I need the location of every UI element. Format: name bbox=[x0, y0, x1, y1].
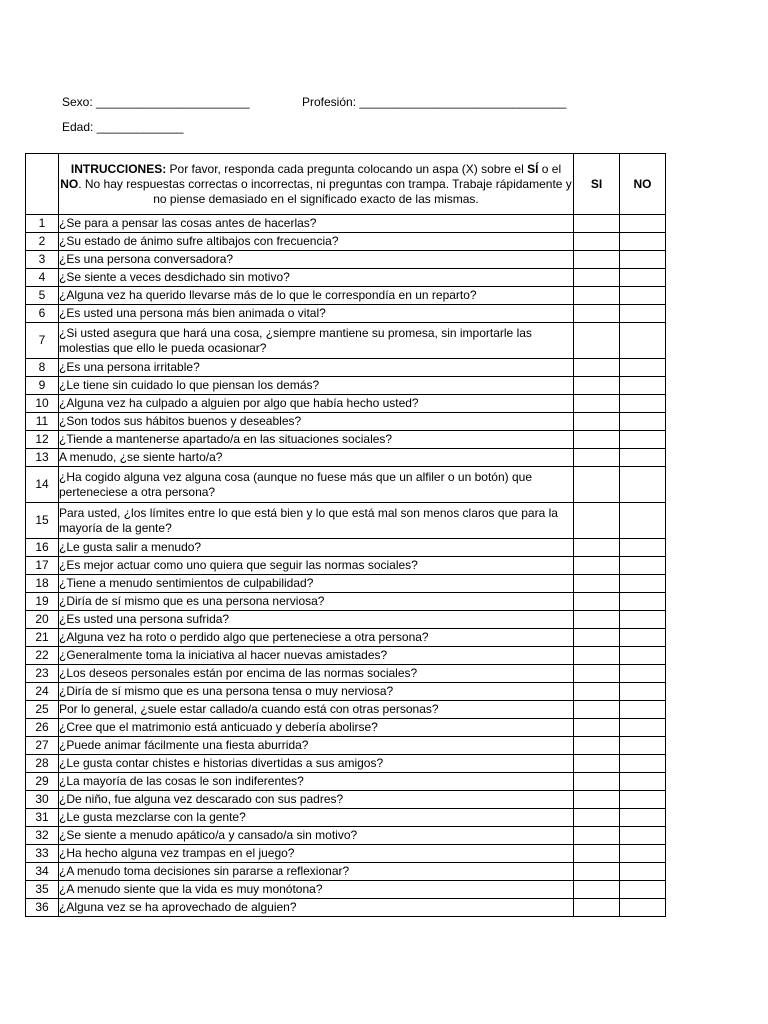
question-row bbox=[26, 719, 666, 737]
question-text: ¿Se siente a veces desdichado sin motivo? bbox=[59, 269, 574, 287]
answer-no-cell[interactable] bbox=[620, 863, 666, 881]
answer-no-cell[interactable] bbox=[620, 431, 666, 449]
answer-no-cell[interactable] bbox=[620, 215, 666, 233]
answer-no-cell[interactable] bbox=[620, 539, 666, 557]
question-number: 21 bbox=[26, 629, 59, 647]
answer-si-cell[interactable] bbox=[574, 467, 620, 503]
question-number: 26 bbox=[26, 719, 59, 737]
question-row bbox=[26, 845, 666, 863]
answer-si-cell[interactable] bbox=[574, 593, 620, 611]
question-number: 22 bbox=[26, 647, 59, 665]
instructions-si-word: SÍ bbox=[527, 161, 539, 176]
question-row bbox=[26, 251, 666, 269]
question-row bbox=[26, 575, 666, 593]
answer-no-cell[interactable] bbox=[620, 503, 666, 539]
question-text: ¿Ha cogido alguna vez alguna cosa (aunque no fuese más que un alfiler o un botón) que perteneciese a otra persona? bbox=[59, 467, 574, 503]
question-text: ¿La mayoría de las cosas le son indiferentes? bbox=[59, 773, 574, 791]
answer-si-cell[interactable] bbox=[574, 233, 620, 251]
question-number: 5 bbox=[26, 287, 59, 305]
question-text: Por lo general, ¿suele estar callado/a cuando está con otras personas? bbox=[59, 701, 574, 719]
question-number: 11 bbox=[26, 413, 59, 431]
question-row bbox=[26, 557, 666, 575]
question-text: ¿Es una persona conversadora? bbox=[59, 251, 574, 269]
question-text: ¿Es mejor actuar como uno quiera que seguir las normas sociales? bbox=[59, 557, 574, 575]
question-number: 29 bbox=[26, 773, 59, 791]
no-column-header: NO bbox=[620, 154, 666, 215]
question-number: 4 bbox=[26, 269, 59, 287]
header-blank-cell bbox=[26, 154, 59, 215]
answer-si-cell[interactable] bbox=[574, 557, 620, 575]
sexo-field[interactable]: Sexo: _______________________ bbox=[62, 95, 250, 109]
answer-si-cell[interactable] bbox=[574, 251, 620, 269]
question-text: ¿Alguna vez ha querido llevarse más de lo que le correspondía en un reparto? bbox=[59, 287, 574, 305]
answer-no-cell[interactable] bbox=[620, 881, 666, 899]
answer-si-cell[interactable] bbox=[574, 413, 620, 431]
answer-no-cell[interactable] bbox=[620, 827, 666, 845]
question-text: ¿De niño, fue alguna vez descarado con sus padres? bbox=[59, 791, 574, 809]
question-row bbox=[26, 359, 666, 377]
instructions-part2: o el bbox=[538, 161, 562, 176]
question-number: 3 bbox=[26, 251, 59, 269]
answer-no-cell[interactable] bbox=[620, 755, 666, 773]
question-text: ¿Es usted una persona sufrida? bbox=[59, 611, 574, 629]
question-text: ¿Le gusta mezclarse con la gente? bbox=[59, 809, 574, 827]
question-text: ¿Le gusta contar chistes e historias divertidas a sus amigos? bbox=[59, 755, 574, 773]
question-row bbox=[26, 593, 666, 611]
question-text: ¿Se siente a menudo apático/a y cansado/a sin motivo? bbox=[59, 827, 574, 845]
answer-no-cell[interactable] bbox=[620, 809, 666, 827]
answer-no-cell[interactable] bbox=[620, 719, 666, 737]
question-row bbox=[26, 881, 666, 899]
answer-no-cell[interactable] bbox=[620, 575, 666, 593]
answer-no-cell[interactable] bbox=[620, 251, 666, 269]
instructions-part3: . No hay respuestas correctas o incorrectas, ni preguntas con trampa. Trabaje rápidamente y no piense demasiado en el significado exacto de las mismas. bbox=[78, 176, 572, 206]
question-row bbox=[26, 395, 666, 413]
answer-no-cell[interactable] bbox=[620, 413, 666, 431]
answer-no-cell[interactable] bbox=[620, 629, 666, 647]
answer-si-cell[interactable] bbox=[574, 683, 620, 701]
question-text: ¿Se para a pensar las cosas antes de hacerlas? bbox=[59, 215, 574, 233]
instructions bbox=[59, 154, 574, 215]
answer-si-cell[interactable] bbox=[574, 449, 620, 467]
answer-no-cell[interactable] bbox=[620, 395, 666, 413]
question-row bbox=[26, 467, 666, 503]
answer-si-cell[interactable] bbox=[574, 431, 620, 449]
instructions-part1: Por favor, responda cada pregunta colocando un aspa (X) sobre el bbox=[166, 161, 528, 176]
question-text: ¿Generalmente toma la iniciativa al hacer nuevas amistades? bbox=[59, 647, 574, 665]
question-number: 1 bbox=[26, 215, 59, 233]
answer-si-cell[interactable] bbox=[574, 323, 620, 359]
answer-si-cell[interactable] bbox=[574, 305, 620, 323]
question-number: 17 bbox=[26, 557, 59, 575]
answer-no-cell[interactable] bbox=[620, 377, 666, 395]
question-number: 27 bbox=[26, 737, 59, 755]
answer-si-cell[interactable] bbox=[574, 881, 620, 899]
question-number: 34 bbox=[26, 863, 59, 881]
question-text: ¿Son todos sus hábitos buenos y deseables? bbox=[59, 413, 574, 431]
question-text: ¿Su estado de ánimo sufre altibajos con frecuencia? bbox=[59, 233, 574, 251]
instructions-lead: INTRUCCIONES: bbox=[70, 161, 167, 176]
answer-si-cell[interactable] bbox=[574, 827, 620, 845]
answer-no-cell[interactable] bbox=[620, 593, 666, 611]
question-number: 8 bbox=[26, 359, 59, 377]
question-row bbox=[26, 701, 666, 719]
question-row bbox=[26, 323, 666, 359]
answer-si-cell[interactable] bbox=[574, 701, 620, 719]
answer-si-cell[interactable] bbox=[574, 737, 620, 755]
answer-no-cell[interactable] bbox=[620, 899, 666, 917]
question-row bbox=[26, 665, 666, 683]
question-number: 28 bbox=[26, 755, 59, 773]
question-row bbox=[26, 755, 666, 773]
answer-si-cell[interactable] bbox=[574, 629, 620, 647]
answer-no-cell[interactable] bbox=[620, 665, 666, 683]
question-number: 10 bbox=[26, 395, 59, 413]
question-row bbox=[26, 431, 666, 449]
question-number: 20 bbox=[26, 611, 59, 629]
question-text: ¿Tiene a menudo sentimientos de culpabilidad? bbox=[59, 575, 574, 593]
question-row bbox=[26, 215, 666, 233]
question-row bbox=[26, 683, 666, 701]
question-row bbox=[26, 791, 666, 809]
question-text: ¿Alguna vez ha roto o perdido algo que perteneciese a otra persona? bbox=[59, 629, 574, 647]
question-number: 23 bbox=[26, 665, 59, 683]
question-text: ¿Diría de sí mismo que es una persona nerviosa? bbox=[59, 593, 574, 611]
question-row bbox=[26, 773, 666, 791]
answer-si-cell[interactable] bbox=[574, 611, 620, 629]
answer-no-cell[interactable] bbox=[620, 611, 666, 629]
answer-no-cell[interactable] bbox=[620, 287, 666, 305]
answer-si-cell[interactable] bbox=[574, 503, 620, 539]
question-row bbox=[26, 629, 666, 647]
question-row bbox=[26, 287, 666, 305]
question-number: 2 bbox=[26, 233, 59, 251]
answer-no-cell[interactable] bbox=[620, 791, 666, 809]
question-number: 18 bbox=[26, 575, 59, 593]
question-number: 36 bbox=[26, 899, 59, 917]
answer-no-cell[interactable] bbox=[620, 737, 666, 755]
question-number: 16 bbox=[26, 539, 59, 557]
question-number: 14 bbox=[26, 467, 59, 503]
question-row bbox=[26, 539, 666, 557]
answer-no-cell[interactable] bbox=[620, 845, 666, 863]
answer-si-cell[interactable] bbox=[574, 899, 620, 917]
answer-si-cell[interactable] bbox=[574, 845, 620, 863]
answer-no-cell[interactable] bbox=[620, 557, 666, 575]
question-text: ¿Le tiene sin cuidado lo que piensan los demás? bbox=[59, 377, 574, 395]
question-row bbox=[26, 413, 666, 431]
answer-si-cell[interactable] bbox=[574, 539, 620, 557]
question-number: 31 bbox=[26, 809, 59, 827]
answer-si-cell[interactable] bbox=[574, 575, 620, 593]
answer-si-cell[interactable] bbox=[574, 755, 620, 773]
answer-si-cell[interactable] bbox=[574, 809, 620, 827]
question-row bbox=[26, 611, 666, 629]
profesion-field[interactable]: Profesión: _______________________________ bbox=[302, 95, 567, 109]
question-text: ¿Alguna vez ha culpado a alguien por algo que había hecho usted? bbox=[59, 395, 574, 413]
answer-no-cell[interactable] bbox=[620, 449, 666, 467]
header-row bbox=[26, 154, 666, 215]
question-text: A menudo, ¿se siente harto/a? bbox=[59, 449, 574, 467]
question-number: 15 bbox=[26, 503, 59, 539]
edad-field[interactable]: Edad: _____________ bbox=[62, 120, 184, 134]
question-text: ¿A menudo siente que la vida es muy monótona? bbox=[59, 881, 574, 899]
question-number: 35 bbox=[26, 881, 59, 899]
answer-si-cell[interactable] bbox=[574, 287, 620, 305]
question-number: 25 bbox=[26, 701, 59, 719]
question-row bbox=[26, 899, 666, 917]
si-column-header: SI bbox=[574, 154, 620, 215]
answer-no-cell[interactable] bbox=[620, 305, 666, 323]
question-number: 33 bbox=[26, 845, 59, 863]
question-number: 7 bbox=[26, 323, 59, 359]
question-text: ¿Cree que el matrimonio está anticuado y debería abolirse? bbox=[59, 719, 574, 737]
question-text: ¿Los deseos personales están por encima de las normas sociales? bbox=[59, 665, 574, 683]
answer-no-cell[interactable] bbox=[620, 683, 666, 701]
question-number: 6 bbox=[26, 305, 59, 323]
question-row bbox=[26, 647, 666, 665]
question-text: ¿Tiende a mantenerse apartado/a en las situaciones sociales? bbox=[59, 431, 574, 449]
question-text: ¿Alguna vez se ha aprovechado de alguien? bbox=[59, 899, 574, 917]
question-text: ¿Si usted asegura que hará una cosa, ¿siempre mantiene su promesa, sin importarle las molestias que ello le pueda ocasionar? bbox=[59, 323, 574, 359]
answer-si-cell[interactable] bbox=[574, 377, 620, 395]
answer-si-cell[interactable] bbox=[574, 215, 620, 233]
question-row bbox=[26, 503, 666, 539]
question-row bbox=[26, 269, 666, 287]
question-row bbox=[26, 827, 666, 845]
answer-no-cell[interactable] bbox=[620, 323, 666, 359]
question-number: 30 bbox=[26, 791, 59, 809]
answer-no-cell[interactable] bbox=[620, 467, 666, 503]
question-number: 19 bbox=[26, 593, 59, 611]
answer-si-cell[interactable] bbox=[574, 665, 620, 683]
question-text: ¿Le gusta salir a menudo? bbox=[59, 539, 574, 557]
question-text: Para usted, ¿los límites entre lo que está bien y lo que está mal son menos claros que para la mayoría de la gente? bbox=[59, 503, 574, 539]
question-row bbox=[26, 305, 666, 323]
question-row bbox=[26, 863, 666, 881]
question-text: ¿A menudo toma decisiones sin pararse a reflexionar? bbox=[59, 863, 574, 881]
answer-no-cell[interactable] bbox=[620, 647, 666, 665]
answer-si-cell[interactable] bbox=[574, 863, 620, 881]
question-text: ¿Es una persona irritable? bbox=[59, 359, 574, 377]
question-number: 13 bbox=[26, 449, 59, 467]
question-row bbox=[26, 233, 666, 251]
question-row bbox=[26, 737, 666, 755]
answer-si-cell[interactable] bbox=[574, 773, 620, 791]
answer-si-cell[interactable] bbox=[574, 791, 620, 809]
question-number: 12 bbox=[26, 431, 59, 449]
answer-no-cell[interactable] bbox=[620, 233, 666, 251]
answer-no-cell[interactable] bbox=[620, 701, 666, 719]
instructions-no-word: NO bbox=[60, 176, 79, 191]
answer-si-cell[interactable] bbox=[574, 647, 620, 665]
question-text: ¿Es usted una persona más bien animada o vital? bbox=[59, 305, 574, 323]
answer-si-cell[interactable] bbox=[574, 269, 620, 287]
question-row bbox=[26, 809, 666, 827]
answer-si-cell[interactable] bbox=[574, 359, 620, 377]
answer-si-cell[interactable] bbox=[574, 719, 620, 737]
question-number: 9 bbox=[26, 377, 59, 395]
question-text: ¿Ha hecho alguna vez trampas en el juego? bbox=[59, 845, 574, 863]
answer-no-cell[interactable] bbox=[620, 773, 666, 791]
answer-no-cell[interactable] bbox=[620, 269, 666, 287]
question-text: ¿Diría de sí mismo que es una persona tensa o muy nerviosa? bbox=[59, 683, 574, 701]
question-row bbox=[26, 449, 666, 467]
questionnaire-table bbox=[25, 153, 666, 917]
question-row bbox=[26, 377, 666, 395]
question-text: ¿Puede animar fácilmente una fiesta aburrida? bbox=[59, 737, 574, 755]
answer-si-cell[interactable] bbox=[574, 395, 620, 413]
answer-no-cell[interactable] bbox=[620, 359, 666, 377]
question-number: 24 bbox=[26, 683, 59, 701]
question-number: 32 bbox=[26, 827, 59, 845]
